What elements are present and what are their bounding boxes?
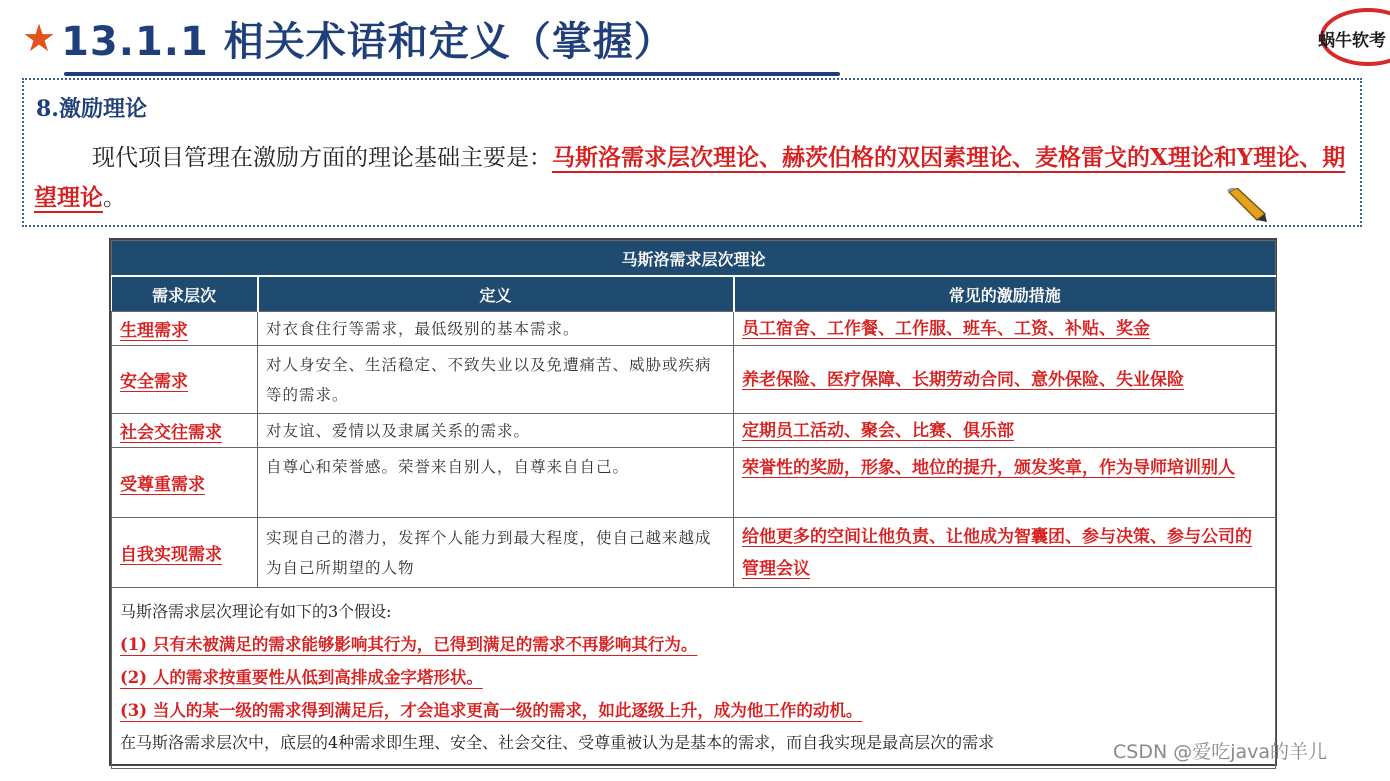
need-level: 社会交往需求 xyxy=(120,423,222,443)
assumption-item: (1) 只有未被满足的需求能够影响其行为，已得到满足的需求不再影响其行为。 xyxy=(120,635,698,654)
assumptions-row xyxy=(112,588,1276,769)
footer-note: 在马斯洛需求层次中，底层的4种需求即生理、安全、社会交往、受尊重被认为是基本的需求，而自我实现是最高层次的需求 xyxy=(120,733,995,752)
title-text: 13.1.1 相关术语和定义（掌握） xyxy=(61,18,675,65)
need-measures: 定期员工活动、聚会、比赛、俱乐部 xyxy=(742,420,1014,441)
need-measures: 员工宿舍、工作餐、工作服、班车、工资、补贴、奖金 xyxy=(742,318,1150,339)
need-level: 生理需求 xyxy=(120,321,188,341)
theory-list: 马斯洛需求层次理论、赫茨伯格的双因素理论、麦格雷戈的X理论和Y理论、期望理论 xyxy=(34,144,1346,211)
need-definition: 自尊心和荣誉感。荣誉来自别人，自尊来自自己。 xyxy=(258,448,734,518)
need-measures: 荣誉性的奖励，形象、地位的提升，颁发奖章，作为导师培训别人 xyxy=(742,458,1235,478)
page-title xyxy=(22,8,675,68)
table-caption: 马斯洛需求层次理论 xyxy=(112,241,1276,277)
column-header-level: 需求层次 xyxy=(112,276,258,312)
table-row xyxy=(112,312,1276,346)
assumption-item: (2) 人的需求按重要性从低到高排成金字塔形状。 xyxy=(120,668,483,687)
need-definition: 对人身安全、生活稳定、不致失业以及免遭痛苦、威胁或疾病等的需求。 xyxy=(258,346,734,414)
need-level: 受尊重需求 xyxy=(120,475,205,495)
need-definition: 实现自己的潜力，发挥个人能力到最大程度，使自己越来越成为自己所期望的人物 xyxy=(258,518,734,588)
table-row xyxy=(112,414,1276,448)
assumptions-intro: 马斯洛需求层次理论有如下的3个假设: xyxy=(120,602,392,621)
brand-logo xyxy=(1310,6,1390,68)
need-measures: 给他更多的空间让他负责、让他成为智囊团、参与决策、参与公司的管理会议 xyxy=(742,526,1252,579)
theory-intro: 现代项目管理在激励方面的理论基础主要是： xyxy=(92,145,552,171)
need-level: 安全需求 xyxy=(120,372,188,392)
table-row xyxy=(112,518,1276,588)
need-definition: 对友谊、爱情以及隶属关系的需求。 xyxy=(258,414,734,448)
logo-text: 蜗牛软考 xyxy=(1318,31,1386,51)
need-measures: 养老保险、医疗保障、长期劳动合同、意外保险、失业保险 xyxy=(742,369,1184,390)
star-icon: ★ xyxy=(22,16,58,60)
need-level: 自我实现需求 xyxy=(120,545,222,565)
theory-end: 。 xyxy=(103,185,126,211)
csdn-watermark: CSDN @爱吃java的羊儿 xyxy=(1113,741,1328,763)
need-definition: 对衣食住行等需求，最低级别的基本需求。 xyxy=(258,312,734,346)
pencil-icon xyxy=(1225,188,1269,224)
assumption-item: (3) 当人的某一级的需求得到满足后，才会追求更高一级的需求，如此逐级上升，成为他工作的动机。 xyxy=(120,701,863,720)
table-row xyxy=(112,448,1276,518)
maslow-table xyxy=(109,238,1277,766)
title-underline xyxy=(64,72,840,76)
column-header-measures: 常见的激励措施 xyxy=(734,276,1276,312)
table-row xyxy=(112,346,1276,414)
section-heading: 8.激励理论 xyxy=(36,96,147,122)
theory-paragraph xyxy=(34,138,1352,218)
theory-box xyxy=(22,78,1362,227)
column-header-definition: 定义 xyxy=(258,276,734,312)
